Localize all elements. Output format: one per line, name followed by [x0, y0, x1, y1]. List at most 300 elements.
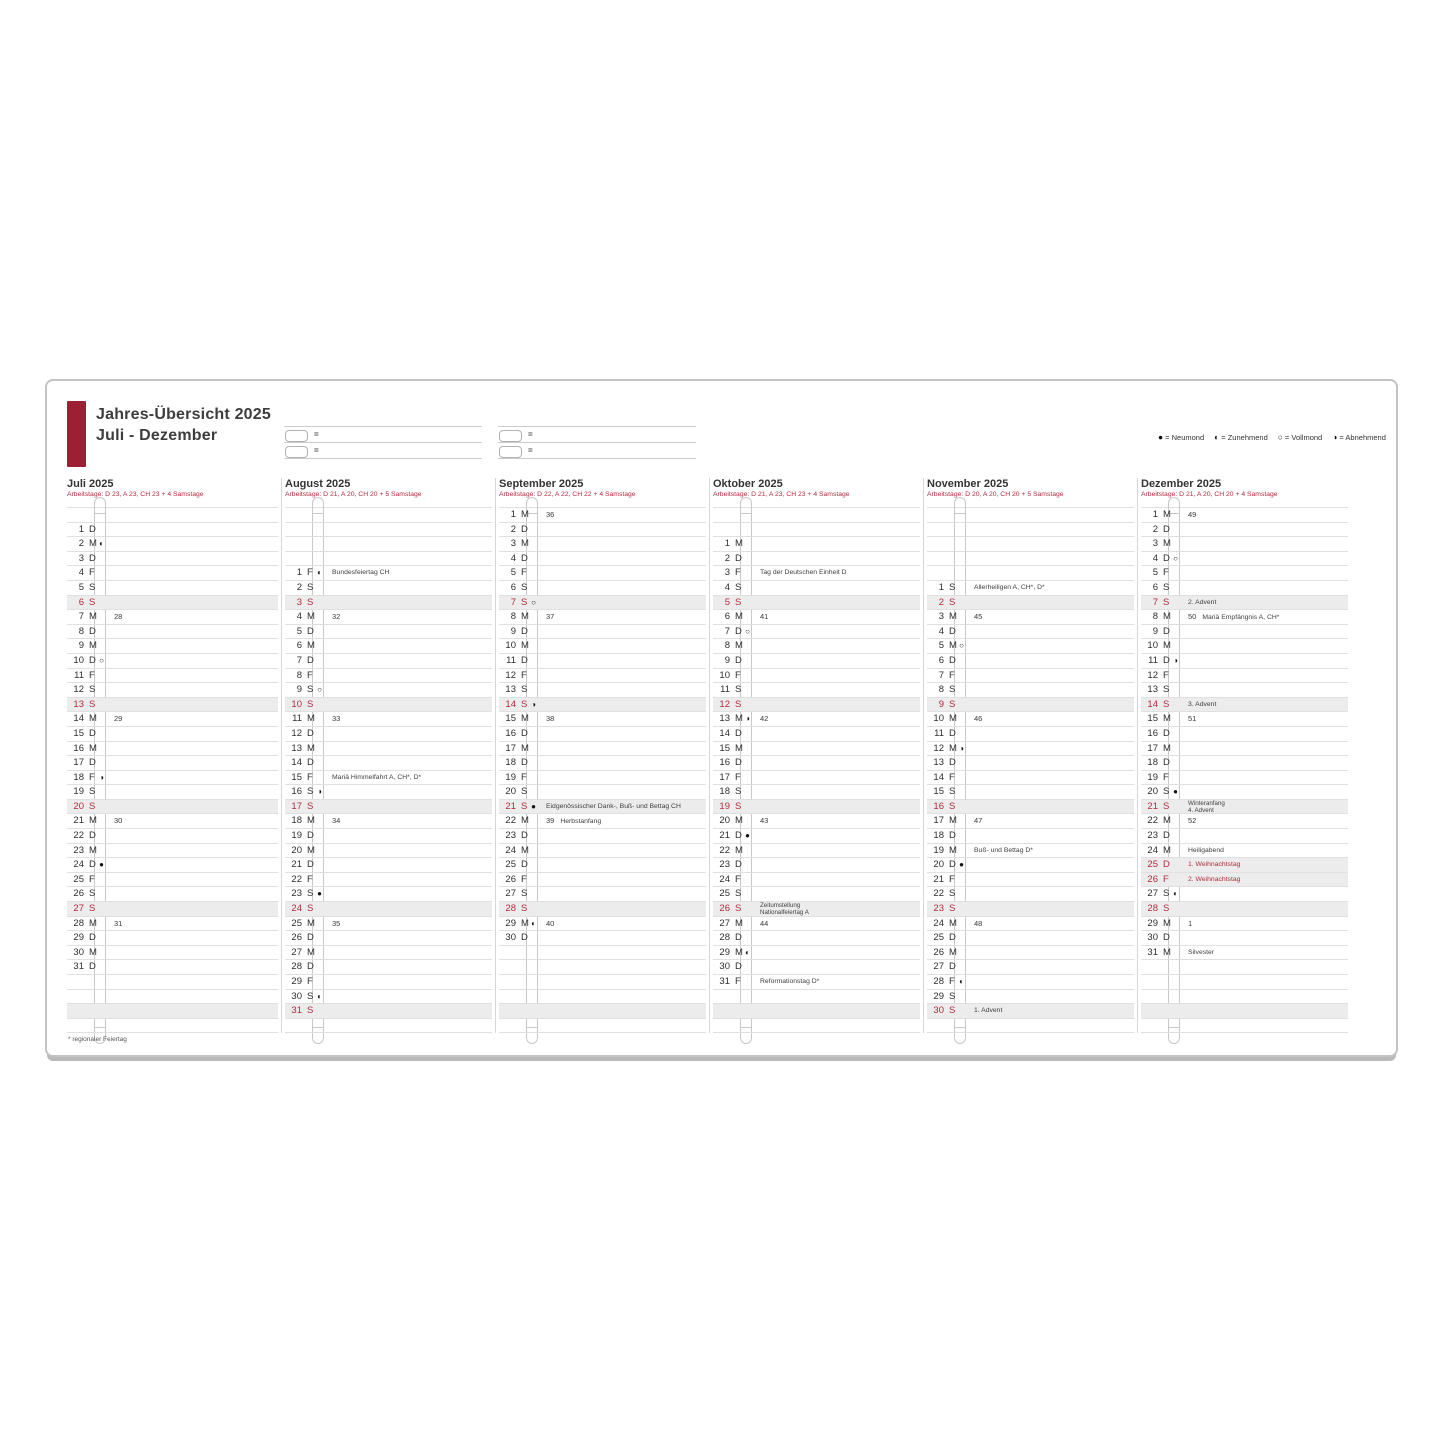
moon-phase-icon-waxing: ◐ [99, 539, 104, 549]
empty-row [499, 1004, 706, 1019]
empty-row [67, 1004, 278, 1019]
day-row [67, 639, 278, 654]
custom-legend-group [284, 426, 482, 459]
day-note[interactable] [332, 712, 490, 727]
day-number: 8 [78, 625, 84, 637]
moon-phase-icon-new: ● [317, 889, 322, 899]
day-number: 14 [1147, 698, 1158, 710]
day-number: 27 [73, 903, 84, 915]
day-number: 22 [73, 830, 84, 842]
weekday-letter: M [521, 815, 529, 827]
day-row [927, 887, 1134, 902]
weekday-letter: D [307, 961, 314, 973]
day-number: 5 [296, 625, 302, 637]
month-column-juli-2025 [67, 478, 281, 1033]
day-row [67, 537, 278, 552]
weekday-letter: F [1163, 669, 1169, 681]
moon-phase-icon-waxing: ◐ [745, 947, 750, 957]
day-note[interactable] [546, 712, 704, 727]
moon-legend-label: = Zunehmend [1221, 433, 1268, 442]
day-row [285, 596, 492, 611]
weekday-letter: S [307, 684, 314, 696]
weekday-letter: F [307, 567, 313, 579]
month-column-inner [927, 478, 1137, 1033]
weekday-letter: M [521, 713, 529, 725]
day-note[interactable] [760, 610, 918, 625]
day-number: 12 [933, 742, 944, 754]
empty-row [67, 508, 278, 523]
day-number: 18 [719, 786, 730, 798]
weekday-letter: D [89, 552, 96, 564]
weekday-letter: S [521, 684, 528, 696]
weekday-letter: D [949, 654, 956, 666]
day-row [1141, 639, 1348, 654]
moon-phase-icon-full: ○ [745, 626, 750, 636]
week-number: 42 [760, 714, 769, 724]
day-note-text: Herbstanfang [560, 818, 602, 826]
day-number: 6 [1152, 581, 1158, 593]
month-grid [713, 507, 920, 1033]
day-number: 24 [719, 873, 730, 885]
weekday-letter: M [949, 713, 957, 725]
day-row [499, 742, 706, 757]
day-number: 2 [938, 596, 944, 608]
day-number: 11 [506, 654, 516, 666]
moon-phase-icon-waxing: ◐ [1173, 889, 1178, 899]
day-note[interactable] [1188, 858, 1346, 872]
legend-write-box[interactable] [499, 430, 522, 442]
weekday-letter: D [521, 932, 528, 944]
day-row [713, 902, 920, 917]
moon-icon-neumond: ● [1158, 432, 1164, 442]
day-number: 9 [1152, 625, 1158, 637]
week-number: 52 [1188, 816, 1197, 826]
moon-legend-label: = Abnehmend [1339, 433, 1386, 442]
custom-legend-row [498, 427, 696, 443]
day-row [285, 654, 492, 669]
empty-row [927, 523, 1134, 538]
day-number: 15 [719, 742, 730, 754]
day-row [67, 844, 278, 859]
day-row [67, 683, 278, 698]
day-note[interactable] [760, 712, 918, 727]
week-number: 41 [760, 612, 769, 622]
empty-row [67, 975, 278, 990]
footnote: * regionaler Feiertag [68, 1036, 127, 1043]
weekday-letter: M [307, 742, 315, 754]
day-number: 20 [933, 859, 944, 871]
day-number: 30 [1147, 932, 1158, 944]
moon-legend-item [1278, 432, 1322, 442]
weekday-letter: M [307, 713, 315, 725]
weekday-letter: M [1163, 509, 1171, 520]
day-row [499, 858, 706, 873]
day-number: 3 [296, 596, 302, 608]
day-number: 30 [505, 932, 516, 944]
day-row [1141, 727, 1348, 742]
day-number: 12 [719, 698, 730, 710]
day-number: 15 [933, 786, 944, 798]
legend-write-box[interactable] [285, 446, 308, 458]
weekday-letter: M [1163, 815, 1171, 827]
day-number: 30 [291, 990, 302, 1002]
page-title: Jahres-Übersicht 2025 [96, 406, 271, 423]
day-row [713, 946, 920, 961]
weekday-letter: M [521, 611, 529, 623]
month-workdays: Arbeitstage: D 23, A 23, CH 23 + 4 Samstage [67, 491, 204, 498]
day-row [67, 887, 278, 902]
day-note[interactable] [1188, 508, 1346, 523]
weekday-letter: M [735, 946, 743, 958]
moon-icon-abnehmend: ◑ [1332, 432, 1338, 442]
day-number: 5 [1152, 567, 1158, 579]
day-row [713, 742, 920, 757]
day-number: 14 [933, 771, 944, 783]
weekday-letter: S [521, 698, 528, 710]
day-number: 4 [724, 581, 730, 593]
weekday-letter: S [521, 581, 528, 593]
day-number: 4 [510, 552, 516, 564]
day-number: 13 [73, 698, 84, 710]
day-row [285, 887, 492, 902]
day-note[interactable] [1188, 844, 1346, 858]
day-note[interactable] [332, 814, 490, 829]
legend-write-box[interactable] [285, 430, 308, 442]
day-number: 19 [73, 786, 84, 798]
weekday-letter: M [735, 844, 743, 856]
day-row [285, 712, 492, 727]
day-number: 8 [510, 611, 516, 623]
day-number: 26 [933, 946, 944, 958]
day-note[interactable] [332, 566, 490, 580]
day-row [713, 552, 920, 567]
day-number: 5 [510, 567, 516, 579]
week-number: 38 [546, 714, 555, 724]
day-row [713, 625, 920, 640]
day-row [67, 596, 278, 611]
weekday-letter: M [89, 946, 97, 958]
day-number: 2 [296, 581, 302, 593]
day-note[interactable] [1188, 917, 1346, 932]
day-row [713, 829, 920, 844]
empty-row [713, 1004, 920, 1019]
day-number: 24 [73, 859, 84, 871]
day-note[interactable] [114, 610, 276, 625]
empty-row [499, 960, 706, 975]
day-note[interactable] [974, 814, 1132, 829]
moon-icon-zunehmend: ◐ [1214, 432, 1220, 442]
day-number: 26 [1147, 873, 1158, 885]
page-subtitle: Juli - Dezember [96, 427, 218, 444]
day-note[interactable] [1188, 712, 1346, 727]
week-number: 51 [1188, 714, 1197, 724]
day-note[interactable] [1188, 873, 1346, 887]
day-row [499, 887, 706, 902]
day-number: 20 [291, 844, 302, 856]
empty-row [499, 946, 706, 961]
month-column-oktober-2025 [709, 478, 923, 1033]
day-note-text: Allerheiligen A, CH*, D* [974, 583, 1045, 591]
day-number: 18 [933, 830, 944, 842]
day-note[interactable] [974, 581, 1132, 595]
day-note[interactable] [332, 610, 490, 625]
day-row [499, 625, 706, 640]
day-number: 1 [724, 538, 730, 550]
day-number: 10 [1147, 640, 1158, 652]
empty-row [285, 1019, 492, 1034]
day-number: 29 [73, 932, 84, 944]
day-row [67, 946, 278, 961]
day-row [927, 785, 1134, 800]
day-note[interactable] [974, 844, 1132, 858]
day-row [713, 975, 920, 990]
weekday-letter: D [89, 654, 96, 666]
day-row [285, 975, 492, 990]
day-row [499, 873, 706, 888]
weekday-letter: D [949, 757, 956, 769]
weekday-letter: M [89, 640, 97, 652]
day-row [713, 858, 920, 873]
day-note[interactable] [114, 712, 276, 727]
empty-row [1141, 975, 1348, 990]
day-number: 8 [296, 669, 302, 681]
day-row [713, 683, 920, 698]
day-number: 9 [510, 625, 516, 637]
empty-row [285, 537, 492, 552]
day-number: 16 [1147, 727, 1158, 739]
empty-row [1141, 1004, 1348, 1019]
day-row [927, 917, 1134, 932]
day-note[interactable] [1188, 698, 1346, 712]
day-number: 4 [1152, 552, 1158, 564]
empty-row [927, 508, 1134, 523]
day-number: 7 [296, 654, 302, 666]
weekday-letter: D [89, 727, 96, 739]
weekday-letter: M [89, 815, 97, 827]
empty-row [1141, 960, 1348, 975]
week-number: 29 [114, 714, 123, 724]
week-number: 50 [1188, 612, 1197, 622]
week-number: 46 [974, 714, 983, 724]
day-number: 3 [724, 567, 730, 579]
day-note[interactable] [114, 814, 276, 829]
weekday-letter: D [1163, 727, 1170, 739]
legend-write-box[interactable] [499, 446, 522, 458]
day-row [499, 566, 706, 581]
weekday-letter: D [521, 523, 528, 535]
day-number: 16 [73, 742, 84, 754]
day-number: 4 [938, 625, 944, 637]
day-note[interactable] [546, 610, 704, 625]
day-number: 16 [719, 757, 730, 769]
day-note[interactable] [974, 1004, 1132, 1018]
day-number: 17 [73, 757, 84, 769]
day-number: 1 [296, 567, 302, 579]
day-number: 4 [296, 611, 302, 623]
empty-row [927, 552, 1134, 567]
day-number: 21 [291, 859, 302, 871]
weekday-letter: M [1163, 742, 1171, 754]
weekday-letter: D [949, 625, 956, 637]
weekday-letter: S [307, 990, 314, 1002]
day-row [499, 756, 706, 771]
weekday-letter: D [307, 830, 314, 842]
day-note[interactable] [332, 771, 490, 785]
day-number: 29 [719, 946, 730, 958]
day-note[interactable] [974, 712, 1132, 727]
day-note[interactable] [546, 814, 704, 829]
moon-phase-icon-waning: ◑ [959, 743, 964, 753]
weekday-letter: S [949, 800, 956, 812]
day-row [1141, 887, 1348, 902]
weekday-letter: D [735, 654, 742, 666]
moon-phase-icon-full: ○ [959, 641, 964, 651]
day-number: 16 [291, 786, 302, 798]
weekday-letter: D [521, 757, 528, 769]
day-row [285, 683, 492, 698]
weekday-letter: S [89, 800, 96, 812]
day-number: 5 [938, 640, 944, 652]
day-number: 21 [933, 873, 944, 885]
day-row [67, 829, 278, 844]
day-number: 7 [938, 669, 944, 681]
day-row [927, 712, 1134, 727]
weekday-letter: S [735, 786, 742, 798]
weekday-letter: S [521, 903, 528, 915]
day-number: 18 [1147, 757, 1158, 769]
weekday-letter: S [307, 1005, 314, 1017]
day-row [285, 800, 492, 815]
weekday-letter: S [735, 596, 742, 608]
day-row [67, 800, 278, 815]
weekday-letter: D [307, 625, 314, 637]
moon-legend-item [1214, 432, 1268, 442]
day-note[interactable] [974, 610, 1132, 625]
moon-phase-icon-waning: ◑ [531, 699, 536, 709]
week-number: 49 [1188, 510, 1197, 519]
accent-bar [67, 401, 86, 467]
weekday-letter: M [521, 844, 529, 856]
custom-legend-group [498, 426, 696, 459]
day-row [67, 931, 278, 946]
weekday-letter: S [521, 596, 528, 608]
moon-phase-icon-new: ● [1173, 787, 1178, 797]
day-number: 12 [73, 684, 84, 696]
day-row [1141, 712, 1348, 727]
month-column-september-2025 [495, 478, 709, 1033]
day-note[interactable] [114, 917, 276, 932]
weekday-letter: M [735, 917, 743, 929]
day-number: 17 [719, 771, 730, 783]
day-row [1141, 873, 1348, 888]
weekday-letter: S [307, 596, 314, 608]
day-number: 7 [1152, 596, 1158, 608]
day-number: 10 [291, 698, 302, 710]
day-note[interactable] [546, 800, 704, 814]
empty-row [499, 990, 706, 1005]
day-number: 23 [719, 859, 730, 871]
day-row [927, 669, 1134, 684]
day-note[interactable] [1188, 800, 1346, 814]
weekday-letter: M [89, 611, 97, 623]
week-number: 1 [1188, 918, 1193, 928]
weekday-letter: D [1163, 654, 1170, 666]
day-row [285, 566, 492, 581]
day-note[interactable] [1188, 596, 1346, 610]
weekday-letter: M [1163, 611, 1171, 623]
day-note[interactable] [546, 917, 704, 932]
day-row [1141, 742, 1348, 757]
day-note-text: Mariä Himmelfahrt A, CH*, D* [332, 773, 422, 781]
day-note[interactable] [760, 814, 918, 829]
moon-phase-icon-new: ● [745, 831, 750, 841]
day-number: 6 [78, 596, 84, 608]
weekday-letter: M [949, 742, 957, 754]
day-number: 11 [292, 713, 302, 725]
weekday-letter: F [89, 669, 95, 681]
day-row [1141, 814, 1348, 829]
weekday-letter: F [307, 771, 313, 783]
moon-phase-legend [1158, 432, 1386, 442]
weekday-letter: S [89, 888, 96, 900]
day-number: 4 [78, 567, 84, 579]
equals-sign: = [528, 446, 533, 455]
moon-phase-icon-waning: ◑ [1173, 655, 1178, 665]
day-note[interactable] [1188, 946, 1346, 960]
weekday-letter: F [1163, 873, 1169, 885]
day-number: 14 [291, 757, 302, 769]
day-row [1141, 552, 1348, 567]
day-note[interactable] [1188, 814, 1346, 829]
weekday-letter: F [949, 771, 955, 783]
day-note[interactable] [546, 508, 704, 523]
day-note-text: Buß- und Bettag D* [974, 846, 1033, 854]
day-note[interactable] [760, 566, 918, 580]
weekday-letter: D [89, 757, 96, 769]
day-note[interactable] [760, 975, 918, 989]
day-row [927, 596, 1134, 611]
day-number: 19 [291, 830, 302, 842]
week-number: 40 [546, 918, 555, 928]
weekday-letter: D [735, 830, 742, 842]
day-row [285, 1004, 492, 1019]
empty-row [927, 1019, 1134, 1034]
day-note[interactable] [760, 902, 918, 916]
month-title: Dezember 2025 [1141, 478, 1222, 490]
weekday-letter: S [89, 698, 96, 710]
weekday-letter: D [1163, 625, 1170, 637]
day-number: 25 [73, 873, 84, 885]
day-note-text: Heiligabend [1188, 846, 1224, 854]
weekday-letter: S [89, 581, 96, 593]
weekday-letter: S [949, 596, 956, 608]
weekday-letter: D [521, 654, 528, 666]
day-note[interactable] [760, 917, 918, 932]
day-row [499, 683, 706, 698]
day-note[interactable] [1188, 610, 1346, 625]
day-row [713, 960, 920, 975]
weekday-letter: M [89, 713, 97, 725]
weekday-letter: S [735, 903, 742, 915]
day-note-text: Bundesfeiertag CH [332, 569, 390, 577]
day-note[interactable] [332, 917, 490, 932]
day-note[interactable] [974, 917, 1132, 932]
day-row [1141, 523, 1348, 538]
day-number: 18 [291, 815, 302, 827]
day-row [1141, 581, 1348, 596]
weekday-letter: D [1163, 859, 1170, 871]
weekday-letter: F [521, 771, 527, 783]
